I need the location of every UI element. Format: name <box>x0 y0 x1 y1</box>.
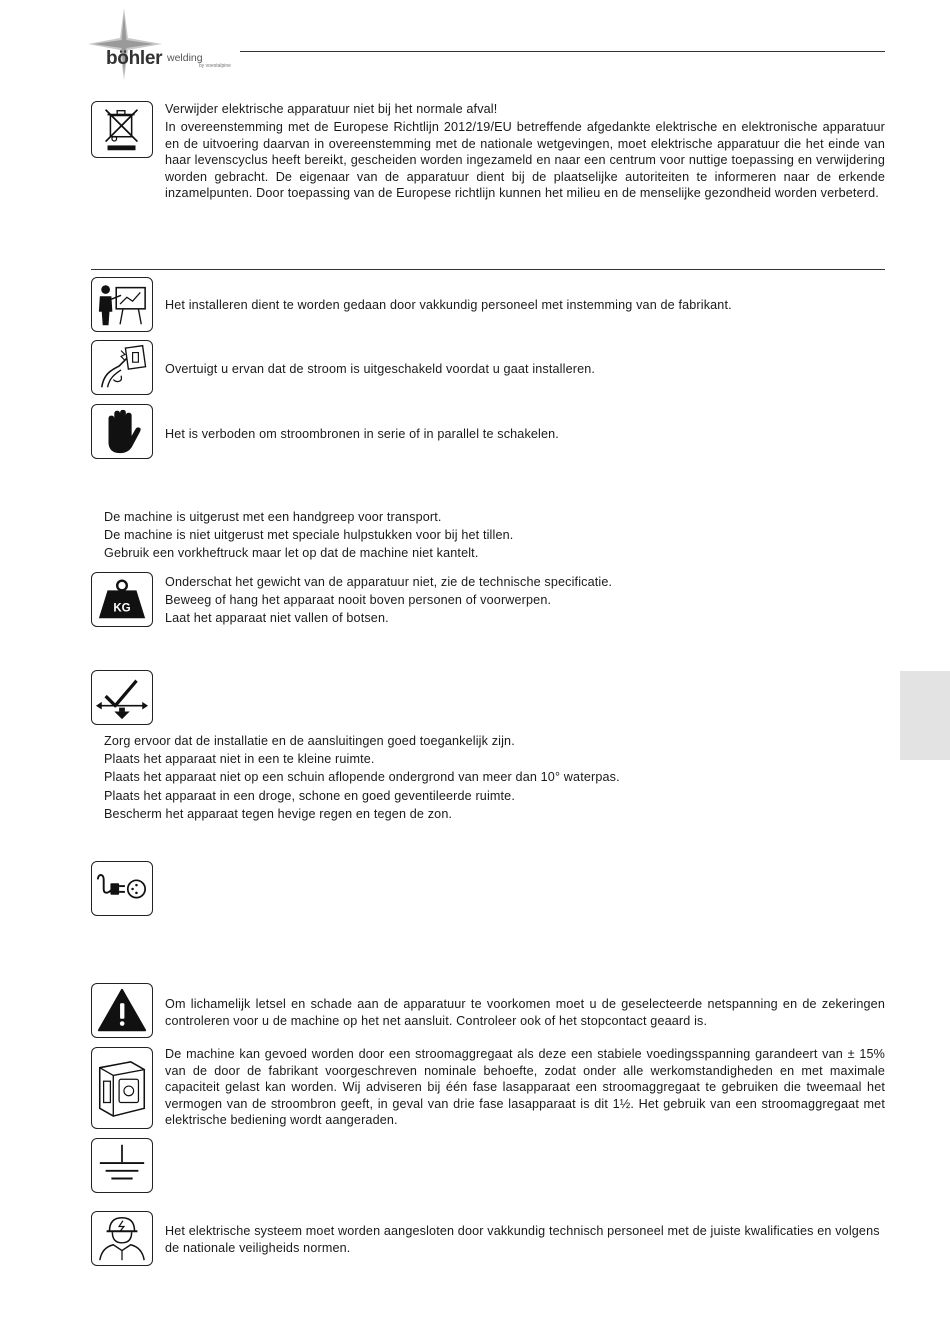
weight-line: Beweeg of hang het apparaat nooit boven personen of voorwerpen. <box>165 593 552 608</box>
placement-line: Plaats het apparaat niet op een schuin aflopende ondergrond van meer dan 10° waterpas. <box>104 770 620 785</box>
weight-line: Onderschat het gewicht van de apparatuur niet, zie de technische specificatie. <box>165 575 613 589</box>
weee-body: In overeenstemming met de Europese Richtlijn 2012/19/EU betreffende afgedankte elektrische en elektronische apparatuur en de uitvoering daarvan in overeenstemming met de nationale wetgevingen, moet elektrische apparatuur die het einde van haar levenscyclus heeft bereikt, gescheiden worden ingezameld en naar een centrum voor nuttige toepassing en verwijdering worden gebracht. De eigenaar van de apparatuur dient bij de plaatselijke autoriteiten te informeren naar de erkende inzamelpunten. Door toepassing van de Europese richtlijn kunnen het milieu en de menselijke gezondheid worden verbeterd. <box>165 120 885 201</box>
weight-kg-icon <box>91 572 153 627</box>
ground-symbol-icon <box>91 1138 153 1193</box>
weight-text <box>165 574 612 627</box>
transport-line: Gebruik een vorkheftruck maar let op dat de machine niet kantelt. <box>104 546 479 561</box>
placement-line: Plaats het apparaat in een droge, schone en goed geventileerde ruimte. <box>104 788 515 803</box>
placement-line: Plaats het apparaat niet in een te kleine ruimte. <box>104 752 375 767</box>
placement-text <box>104 733 620 822</box>
crossed-bin-icon <box>91 101 153 158</box>
transport-line: De machine is niet uitgerust met speciale hulpstukken voor bij het tillen. <box>104 528 514 543</box>
transport-text <box>104 509 513 562</box>
weight-label: KG <box>113 602 131 615</box>
brand-name: böhler <box>106 48 163 69</box>
placement-check-icon <box>91 670 153 725</box>
install-text-2: Overtuigt u ervan dat de stroom is uitgeschakeld voordat u gaat installeren. <box>165 362 596 376</box>
warning-text: Om lichamelijk letsel en schade aan de apparatuur te voorkomen moet u de geselecteerde netspanning en de zekeringen controleren voor u de machine op het net aansluit. Controleer ook of het stopcontact geaard is. <box>165 997 885 1028</box>
generator-text: De machine kan gevoed worden door een stroomaggregaat als deze een stabiele voedingsspanning garandeert van ± 15% van de door de fabrikant voorgeschreven nominale behoefte, zodat onder alle werkomstandigheden en met maximale capaciteit gelast kan worden. Wij adviseren bij één fase lasapparaat een stroomaggregaat te gebruiken die tweemaal het vermogen van de stroombron geeft, in geval van drie fase lasapparaat is dit 1½. Het gebruik van een stroomaggregaat met elektrische bediening wordt aangeraden. <box>165 1047 885 1128</box>
header-rule <box>240 51 885 52</box>
section-divider <box>91 269 885 270</box>
placement-line: Bescherm het apparaat tegen hevige regen en tegen de zon. <box>104 806 453 821</box>
weee-heading: Verwijder elektrische apparatuur niet bij het normale afval! <box>165 102 498 116</box>
generator-icon <box>91 1047 153 1129</box>
electrician-icon <box>91 1211 153 1266</box>
brand-suffix: welding <box>167 52 203 64</box>
brand-tagline: by voestalpine <box>199 63 231 69</box>
weight-line: Laat het apparaat niet vallen of botsen. <box>165 611 389 626</box>
install-text-3: Het is verboden om stroombronen in serie of in parallel te schakelen. <box>165 427 559 441</box>
placement-line: Zorg ervoor dat de installatie en de aansluitingen goed toegankelijk zijn. <box>104 734 515 748</box>
warning-triangle-icon <box>91 983 153 1038</box>
electrician-text: Het elektrische systeem moet worden aangesloten door vakkundig technisch personeel met de juiste kwalificaties en volgens de nationale veiligheids normen. <box>165 1224 880 1255</box>
transport-line: De machine is uitgerust met een handgreep voor transport. <box>104 510 442 524</box>
stop-hand-icon <box>91 404 153 459</box>
instructor-board-icon <box>91 277 153 332</box>
power-off-icon <box>91 340 153 395</box>
chapter-tab <box>900 671 950 760</box>
install-text-1: Het installeren dient te worden gedaan door vakkundig personeel met instemming van de fabrikant. <box>165 298 732 312</box>
plug-socket-icon <box>91 861 153 916</box>
